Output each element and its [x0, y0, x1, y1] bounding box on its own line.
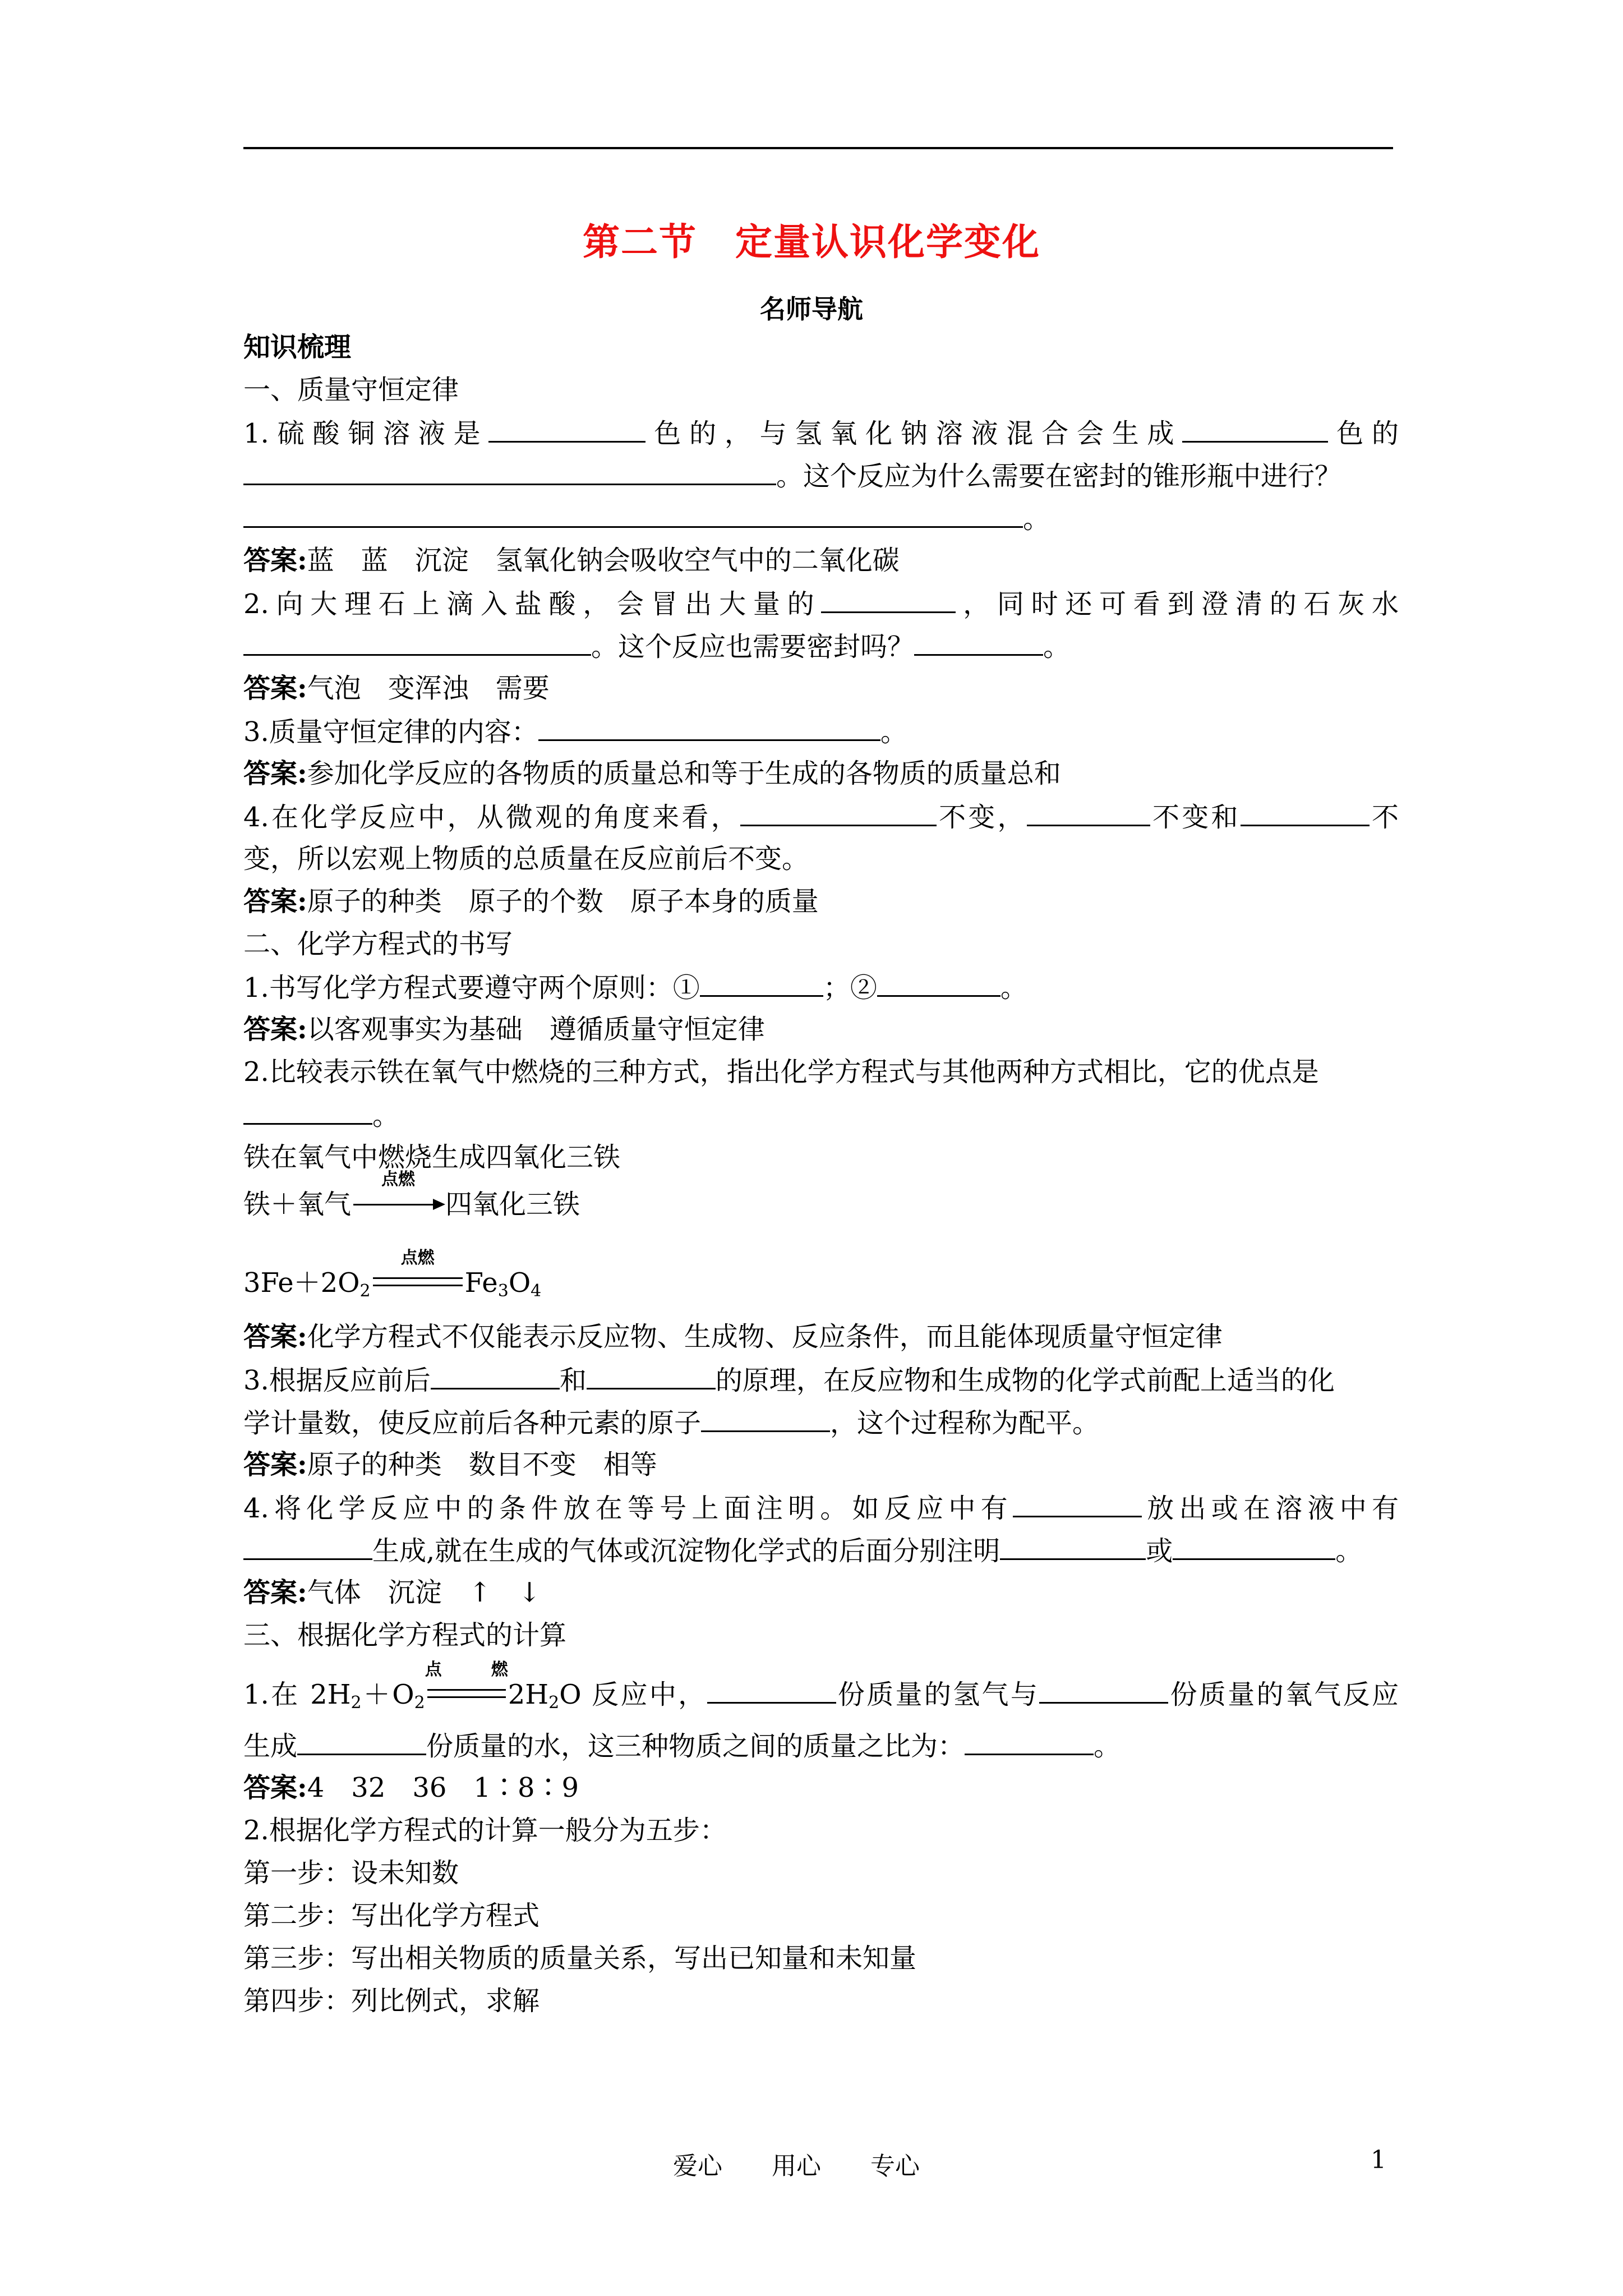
blank: [587, 1363, 716, 1389]
question-2-3-line-1: 3.根据反应前后 和 的原理，在反应物和生成物的化学式前配上适当的化: [243, 1363, 1399, 1406]
blank: [243, 1098, 372, 1125]
equation-word-arrow: 铁＋氧气 点燃 四氧化三铁: [243, 1170, 580, 1220]
blank: [707, 1677, 836, 1704]
question-2-4-line-1: 4.将化学反应中的条件放在等号上面注明。如反应中有 放出或在溶液中有: [243, 1491, 1399, 1534]
page-title: 第二节 定量认识化学变化: [583, 220, 1040, 264]
blank: [1027, 800, 1150, 826]
blank: [243, 501, 1023, 528]
blank: [538, 715, 880, 741]
blank: [821, 587, 956, 613]
question-4-line-2: 变，所以宏观上物质的总质量在反应前后不变。: [243, 843, 809, 875]
footer-text: 爱心 用心 专心: [673, 2152, 920, 2180]
blank: [243, 629, 591, 656]
blank: [1173, 1534, 1335, 1560]
question-2-line-1: 2.向大理石上滴入盐酸，会冒出大量的 ，同时还可看到澄清的石灰水: [243, 587, 1399, 629]
answer-3-1: 答案:4 32 36 1∶8∶9: [243, 1772, 579, 1803]
step-2: 第二步：写出化学方程式: [243, 1900, 540, 1931]
step-1: 第一步：设未知数: [243, 1857, 459, 1889]
reaction-arrow: [353, 1204, 443, 1205]
blank: [243, 459, 776, 485]
section-heading: 知识梳理: [243, 332, 352, 363]
step-3: 第三步：写出相关物质的质量关系，写出已知量和未知量: [243, 1943, 917, 1974]
blank: [740, 800, 937, 826]
blank: [1039, 1677, 1168, 1704]
equation-words: 铁在氧气中燃烧生成四氧化三铁: [243, 1142, 621, 1173]
blank: [1013, 1491, 1142, 1517]
answer-2-1: 答案:以客观事实为基础 遵循质量守恒定律: [243, 1014, 765, 1045]
question-1-line-1: 1.硫酸铜溶液是 色的，与氢氧化钠溶液混合会生成 色的: [243, 416, 1399, 459]
question-2-2-line-2: 。: [243, 1098, 1399, 1141]
answer-3: 答案:参加化学反应的各物质的质量总和等于生成的各物质的质量总和: [243, 758, 1061, 789]
question-3-2: 2.根据化学方程式的计算一般分为五步：: [243, 1815, 727, 1846]
equals-sign: [373, 1277, 463, 1286]
blank: [877, 970, 1000, 997]
blank: [701, 1406, 830, 1432]
document-body: [243, 331, 1399, 2027]
blank: [243, 1534, 372, 1560]
blank: [1000, 1534, 1146, 1560]
answer-1: 答案:蓝 蓝 沉淀 氢氧化钠会吸收空气中的二氧化碳: [243, 545, 900, 576]
blank: [431, 1363, 560, 1389]
blank: [914, 629, 1043, 656]
question-2-1: 1.书写化学方程式要遵守两个原则：① ；② 。: [243, 970, 1399, 1013]
section-title-1: 一、质量守恒定律: [243, 374, 459, 406]
answer-2-4: 答案:气体 沉淀 ↑ ↓: [243, 1577, 541, 1608]
question-1-line-2: 。这个反应为什么需要在密封的锥形瓶中进行？: [243, 459, 1399, 501]
section-title-2: 二、化学方程式的书写: [243, 928, 513, 960]
question-1-line-3: 。: [243, 501, 1399, 544]
question-4-line-1: 4.在化学反应中，从微观的角度来看， 不变， 不变和 不: [243, 800, 1399, 843]
answer-4: 答案:原子的种类 原子的个数 原子本身的质量: [243, 886, 819, 917]
question-2-line-2: 。这个反应也需要密封吗？ 。: [243, 629, 1399, 672]
question-3-1-line-2: 生成 份质量的水，这三种物质之间的质量之比为： 。: [243, 1729, 1399, 1772]
question-2-4-line-2: 生成,就在生成的气体或沉淀物化学式的后面分别注明 或 。: [243, 1534, 1399, 1576]
answer-2: 答案:气泡 变浑浊 需要: [243, 673, 550, 704]
question-2-3-line-2: 学计量数，使反应前后各种元素的原子 ，这个过程称为配平。: [243, 1406, 1399, 1448]
header-rule: [243, 147, 1393, 149]
question-3: 3.质量守恒定律的内容： 。: [243, 715, 1399, 757]
blank: [965, 1729, 1094, 1755]
answer-2-2: 答案:化学方程式不仅能表示反应物、生成物、反应条件，而且能体现质量守恒定律: [243, 1321, 1223, 1352]
page-subtitle: 名师导航: [760, 294, 863, 324]
answer-2-3: 答案:原子的种类 数目不变 相等: [243, 1449, 657, 1480]
equation-chemical: $3Fe+2O_2$ 点燃 $Fe_3O_4$: [243, 1248, 542, 1301]
blank: [488, 416, 645, 443]
blank: [1241, 800, 1370, 826]
blank: [1182, 416, 1328, 443]
step-4: 第四步：列比例式，求解: [243, 1985, 540, 2017]
question-3-1-line-1: 1.在 $2H_2+O_2$ 点燃 $2H_2O$ 反应中， 份质量的氢气与 份质量的氧气反应: [243, 1660, 1399, 1713]
section-title-3: 三、根据化学方程式的计算: [243, 1619, 567, 1651]
blank: [297, 1729, 426, 1755]
blank: [700, 970, 823, 997]
equals-sign: [427, 1689, 506, 1698]
page-number: 1: [1371, 2146, 1386, 2174]
question-2-2-line-1: 2.比较表示铁在氧气中燃烧的三种方式，指出化学方程式与其他两种方式相比，它的优点是: [243, 1056, 1319, 1088]
